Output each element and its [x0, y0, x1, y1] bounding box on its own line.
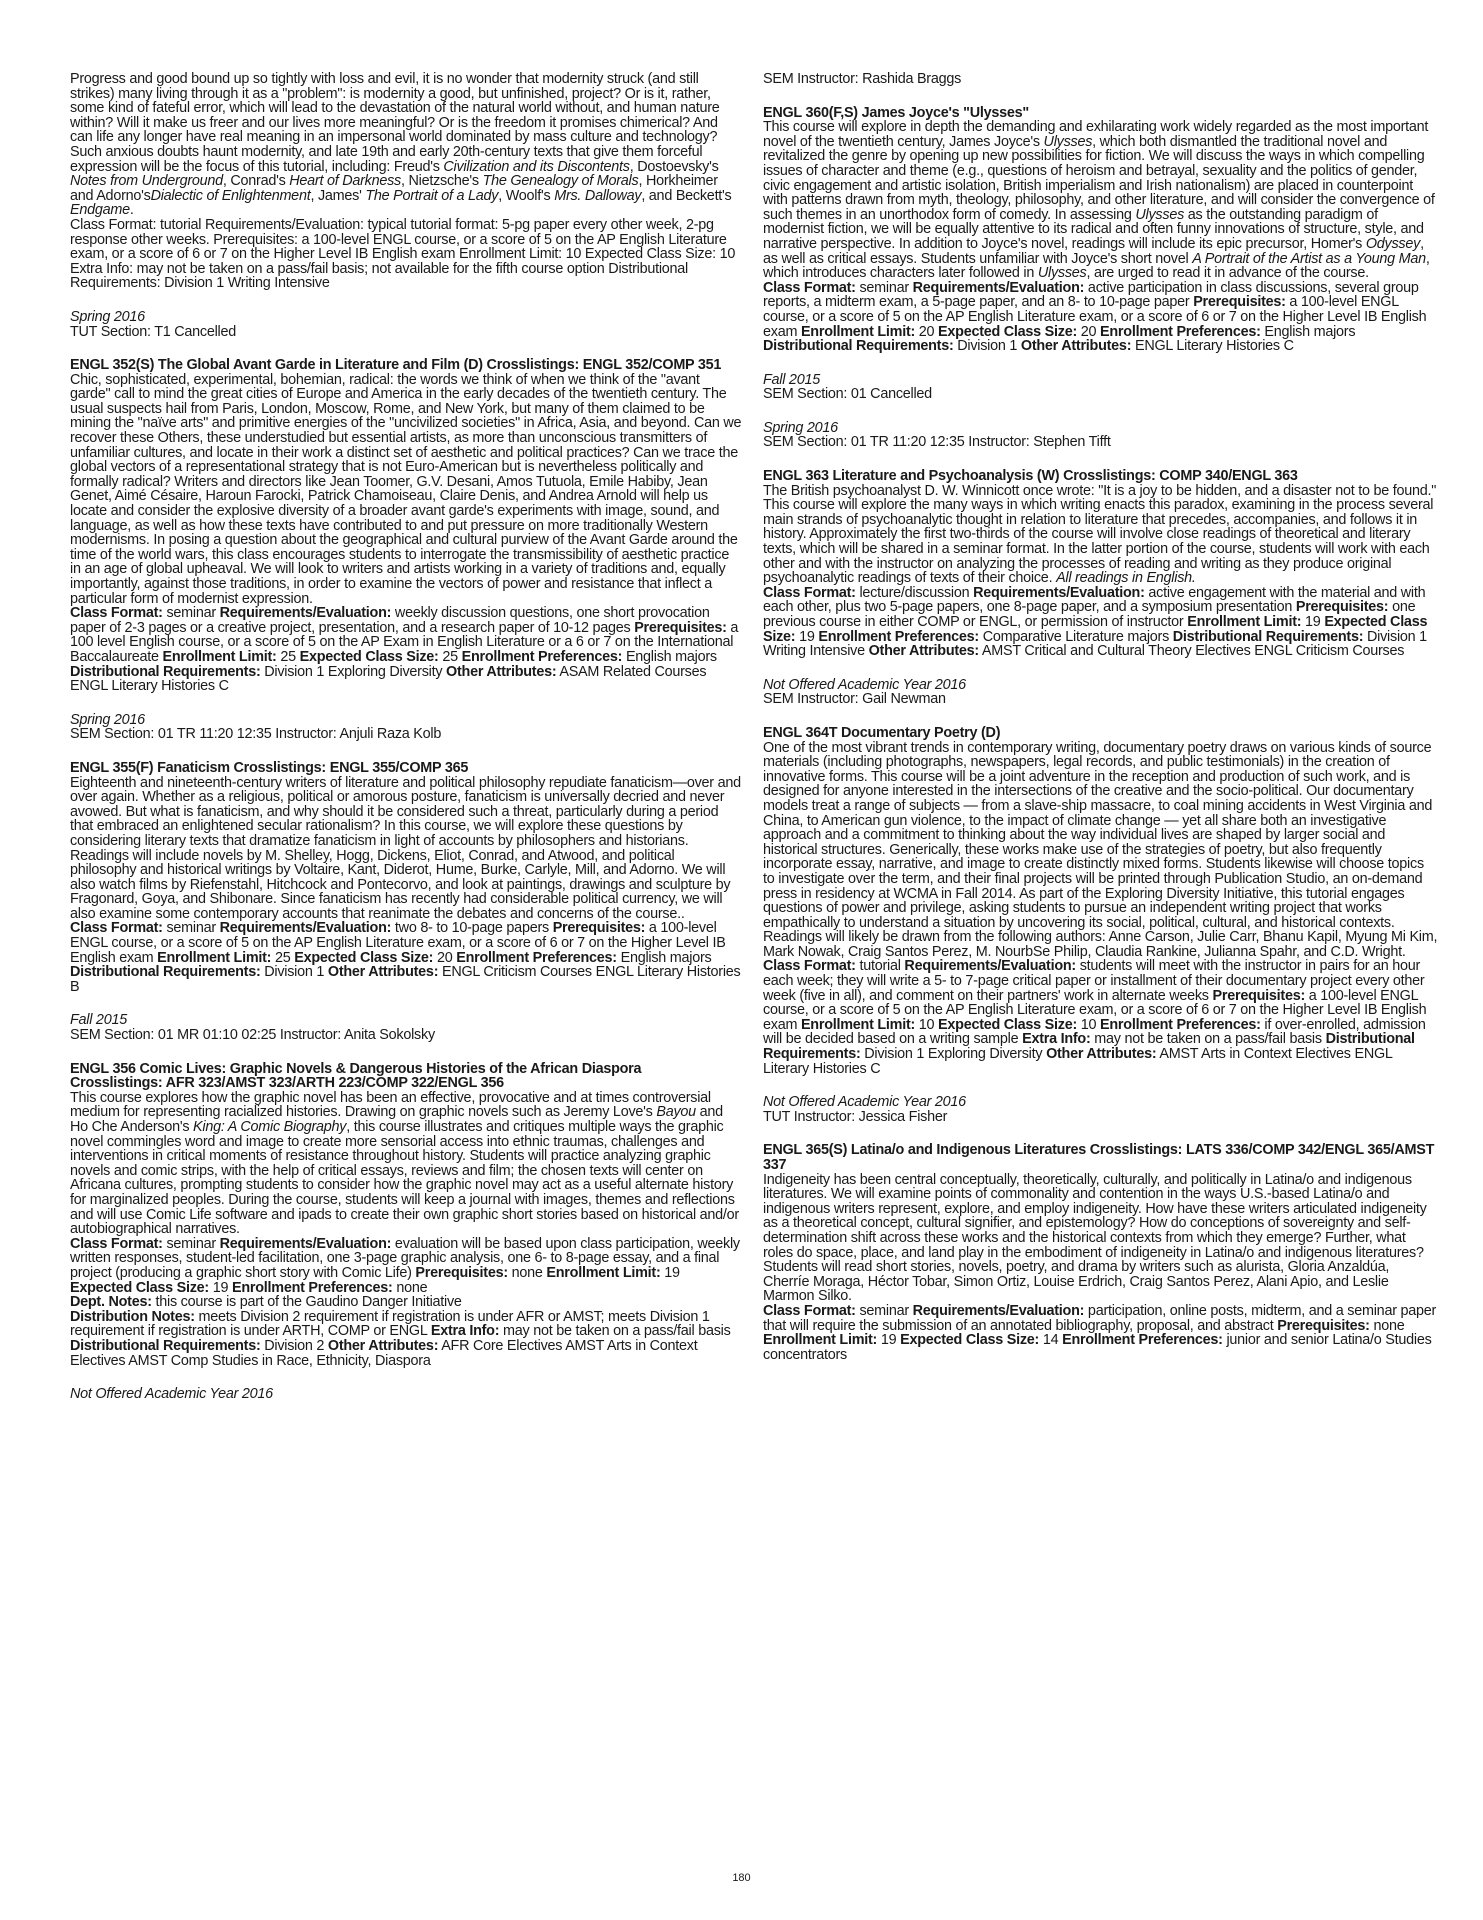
section-line: SEM Section: 01 TR 11:20 12:35 Instructor: Anjuli Raza Kolb	[70, 726, 442, 743]
course-heading: ENGL 352(S) The Global Avant Garde in Literature and Film (D) Crosslistings: ENGL 352/COMP 351	[70, 357, 722, 374]
section-line: TUT Section: T1 Cancelled	[70, 323, 236, 340]
course-engl-364t	[763, 726, 1439, 1076]
course-description: Eighteenth and nineteenth-century writers of literature and political philosophy repudiate fanaticism—over and over again. Whether as a religious, political or amorous posture, fanaticism is universally decried and never avowed. But what is fanaticism, and why should it be considered such a threat, particularly during a period that embraced an enlightened secular rationalism? In this course, we will explore these questions by considering literary texts that dramatize fanaticism in light of accounts by philosophers and historians. Readings will include novels by M. Shelley, Hogg, Dickens, Eliot, Conrad, and Atwood, and political philosophy and historical writings by Voltaire, Kant, Diderot, Hume, Burke, Carlyle, Mill, and Adorno. We will also watch films by Riefenstahl, Hitchcock and Pontecorvo, and look at paintings, drawings and sculpture by Fragonard, Goya, and Shibonare. Since fanaticism has recently had considerable political currency, we will also examine some contemporary accounts that reanimate the debates and concerns of the course..	[70, 774, 741, 922]
section-listing	[70, 1387, 743, 1402]
course-info: Class Format: seminar Requirements/Evaluation: two 8- to 10-page papers Prerequisites: a 100-level ENGL course, or a score of 5 on the AP English Literature exam, or a score of 6 or 7 on the Higher Level IB English exam Enrollment Limit: 25 Expected Class Size: 20 Enrollment Preferences: English majors Distributional Requirements: Division 1 Other Attributes: ENGL Criticism Courses ENGL Literary Histories B	[70, 920, 741, 995]
section-term: Not Offered Academic Year 2016	[763, 1094, 966, 1111]
course-info: Class Format: seminar Requirements/Evaluation: participation, online posts, midterm, and a seminar paper that will require the submission of an annotated bibliography, proposal, and abstract Prerequisites: none Enrollment Limit: 19 Expected Class Size: 14 Enrollment Preferences: junior and senior Latina/o Studies concentrators	[763, 1302, 1437, 1363]
course-engl-363	[763, 469, 1439, 659]
course-engl-355	[70, 761, 743, 995]
course-description: This course will explore in depth the demanding and exhilarating work widely regarded as the most important novel of the twentieth century, James Joyce's Ulysses, which both dismantled the traditional novel and revitalized the genre by opening up new possibilities for fiction. We will discuss the ways in which compelling issues of character and theme (e.g., questions of heroism and betrayal, sexuality and the politics of gender, civic engagement and artistic isolation, British imperialism and Irish nationalism) are placed in counterpoint with patterns drawn from myth, theology, philosophy, and other literature, and will consider the convergence of such themes in an unorthodox form of comedy. In assessing Ulysses as the outstanding paradigm of modernist fiction, we will be equally attentive to its radical and often funny innovations of structure, style, and narrative perspective. In addition to Joyce's novel, readings will include its epic precursor, Homer's Odyssey, as well as critical essays. Students unfamiliar with Joyce's short novel A Portrait of the Artist as a Young Man, which introduces characters later followed in Ulysses, are urged to read it in advance of the course.	[763, 119, 1435, 282]
course-description: This course explores how the graphic novel has been an effective, provocative and at times controversial medium for representing racialized histories. Drawing on graphic novels such as Jeremy Love's Bayou and Ho Che Anderson's King: A Comic Biography, this course illustrates and critiques multiple ways the graphic novel commingles word and image to create more sensorial access into ethnic traumas, challenges and interventions in critical moments of resistance throughout history. Students will practice analyzing graphic novels and comic strips, with the help of critical essays, reviews and film; the chosen texts will center on Africana cultures, prompting students to consider how the graphic novel may act as a useful alternate history for marginalized peoples. During the course, students will keep a journal with images, themes and reflections and will use Comic Life software and ipads to create their own graphic short stories based on historical and/or autobiographical narratives.	[70, 1089, 739, 1238]
section-term: Fall 2015	[70, 1012, 127, 1029]
section-line: SEM Section: 01 MR 01:10 02:25 Instructor: Anita Sokolsky	[70, 1027, 435, 1044]
course-heading: ENGL 360(F,S) James Joyce's "Ulysses"	[763, 104, 1029, 121]
course-description: Chic, sophisticated, experimental, bohemian, radical: the words we think of when we think of the "avant garde" call to mind the great cities of Europe and America in the early decades of the twentieth century. The usual suspects hail from Paris, London, Moscow, Rome, and New York, but many of them claimed to be mining the "naïve arts" and primitive energies of the "uncivilized societies" in Africa, Asia, and beyond. Can we recover these Others, these understudied but essential artists, as more than unconscious transmitters of unfamiliar cultures, and locate in their work a distinct set of aesthetic and political practices? Can we trace the global vectors of a representational strategy that is not Euro-American but is nevertheless politically and formally radical? Writers and directors like Jean Toomer, G.V. Desani, Amos Tutuola, Emile Habiby, Jean Genet, Aimé Césaire, Haroun Farocki, Patrick Chamoiseau, Claire Denis, and Andrea Arnold will help us locate and consider the explosive diversity of a broader avant garde's experiments with image, sound, and language, as well as how these texts have contributed to and put pressure on more traditionally Western modernisms. In posing a question about the geographical and cultural purview of the Avant Garde around the time of the world wars, this class encourages students to interrogate the transmissibility of aesthetic practice in an age of global upheaval. We will look to writers and artists working in a variety of traditions and, equally importantly, against those traditions, in order to examine the vectors of power and resistance that inflect a particular form of modernist expression.	[70, 371, 742, 607]
section-line: TUT Instructor: Jessica Fisher	[763, 1108, 948, 1125]
course-heading: ENGL 356 Comic Lives: Graphic Novels & Dangerous Histories of the African Diaspora	[70, 1060, 642, 1077]
section-listing	[763, 678, 1439, 707]
section-listing	[763, 421, 1439, 450]
section-line: SEM Section: 01 TR 11:20 12:35 Instructor: Stephen Tifft	[763, 434, 1111, 451]
course-heading: ENGL 355(F) Fanaticism Crosslistings: ENGL 355/COMP 365	[70, 759, 469, 776]
dept-notes: Dept. Notes: this course is part of the Gaudino Danger Initiative	[70, 1294, 462, 1311]
left-column	[70, 72, 743, 1421]
course-info: Class Format: tutorial Requirements/Evaluation: students will meet with the instructor in pairs for an hour each week; they will write a 5- to 7-page critical paper or installment of their documentary project every other week (five in all), and comment on their partners' work in alternate weeks Prerequisites: a 100-level ENGL course, or a score of 5 on the AP English Literature exam, or a score of 6 or 7 on the Higher Level IB English exam Enrollment Limit: 10 Expected Class Size: 10 Enrollment Preferences: if over-enrolled, admission will be decided based on a writing sample Extra Info: may not be taken on a pass/fail basis Distributional Requirements: Division 1 Exploring Diversity Other Attributes: AMST Arts in Context Electives ENGL Literary Histories C	[763, 958, 1427, 1077]
section-listing	[763, 373, 1439, 402]
course-heading: ENGL 363 Literature and Psychoanalysis (W) Crosslistings: COMP 340/ENGL 363	[763, 468, 1298, 485]
course-heading: ENGL 365(S) Latina/o and Indigenous Literatures Crosslistings: LATS 336/COMP 342/ENGL 365/AMST 337	[763, 1142, 1435, 1173]
section-line: SEM Instructor: Rashida Braggs	[763, 71, 962, 87]
course-description: One of the most vibrant trends in contemporary writing, documentary poetry draws on various kinds of source materials (including photographs, newspapers, legal records, and public testimonials) in the creation of innovative forms. This course will be a joint adventure in the reception and production of such work, and is designed for anyone interested in the intersections of the creative and the socio-political. Our documentary models treat a range of subjects — from a slave-ship massacre, to coal mining accidents in West Virginia and China, to American gun violence, to the impact of climate change — yet all share both an investigative approach and a commitment to thinking about the way individual lives are shaped by larger social and historical structures. Generically, these works make use of the strategies of poetry, but also frequently incorporate essay, narrative, and image to create distinctly mixed forms. Students likewise will choose topics to investigate over the term, and their final projects will be printed through Publication Studio, an on-demand press in residency at WCMA in Fall 2014. As part of the Exploring Diversity Initiative, this tutorial engages questions of power and privilege, asking students to pursue an independent writing project that works empathically to understand a situation by uncovering its social, political, cultural, and historical contexts. Readings will likely be drawn from the following authors: Anne Carson, Julie Carr, Bhanu Kapil, Myung Mi Kim, Mark Nowak, Craig Santos Perez, M. NourbSe Philip, Claudia Rankine, Julianna Spahr, and C.D. Wright.	[763, 739, 1438, 960]
section-listing	[70, 1013, 743, 1042]
course-info: Class Format: seminar Requirements/Evaluation: weekly discussion questions, one short provocation paper of 2-3 pages or a creative project, presentation, and a research paper of 10-12 pages Prerequisites: a 100 level English course, or a score of 5 on the AP Exam in English Literature or a 6 or 7 on the International Baccalaureate Enrollment Limit: 25 Expected Class Size: 25 Enrollment Preferences: English majors Distributional Requirements: Division 1 Exploring Diversity Other Attributes: ASAM Related Courses ENGL Literary Histories C	[70, 605, 739, 695]
course-description: The British psychoanalyst D. W. Winnicott once wrote: "It is a joy to be hidden, and a disaster not to be found." This course will explore the many ways in which writing enacts this paradox, examining in the process several main strands of psychoanalytic thought in relation to literature that precedes, accompanies, and follows it in history. Approximately the first two-thirds of the course will involve close readings of theoretical and literary texts, which will be shared in a seminar format. In the latter portion of the course, students will work with each other and with the instructor on analyzing the processes of reading and writing as they produce original psychoanalytic readings of texts of their choice. All readings in English.	[763, 482, 1437, 587]
course-heading: ENGL 364T Documentary Poetry (D)	[763, 724, 1001, 741]
page-number: 180	[732, 1872, 751, 1884]
course-info: Class Format: lecture/discussion Requirements/Evaluation: active engagement with the material and with each other, plus two 5-page papers, one 8-page paper, and a symposium presentation Prerequisites: one previous course in either COMP or ENGL, or permission of instructor Enrollment Limit: 19 Expected Class Size: 19 Enrollment Preferences: Comparative Literature majors Distributional Requirements: Division 1 Writing Intensive Other Attributes: AMST Critical and Cultural Theory Electives ENGL Criticism Courses	[763, 584, 1428, 660]
course-engl-352	[70, 358, 743, 694]
section-line: SEM Section: 01 Cancelled	[763, 386, 932, 403]
section-term: Spring 2016	[70, 308, 145, 325]
section-term: Fall 2015	[763, 371, 820, 388]
intro-course-block	[70, 72, 743, 291]
right-column	[763, 72, 1439, 1381]
course-description: Progress and good bound up so tightly with loss and evil, it is no wonder that modernity struck (and still strikes) many living through it as a "problem": is modernity a good, but unfinished, project? Or is it, rather, some kind of fateful error, which will lead to the devastation of the natural world without, and human nature within? Will it make us freer and our lives more meaningful? Or is the freedom it promises chimerical? And can life any longer have real meaning in an impersonal world dominated by mass culture and technology? Such anxious doubts haunt modernity, and late 19th and early 20th-century texts that give them forceful expression will be the focus of this tutorial, including: Freud's Civilization and its Discontents, Dostoevsky's Notes from Underground, Conrad's Heart of Darkness, Nietzsche's The Genealogy of Morals, Horkheimer and Adorno'sDialectic of Enlightenment, James' The Portrait of a Lady, Woolf's Mrs. Dalloway, and Beckett's Endgame.	[70, 71, 732, 219]
section-term: Not Offered Academic Year 2016	[70, 1386, 273, 1403]
course-engl-360	[763, 106, 1439, 354]
distribution-notes: Distribution Notes: meets Division 2 requirement if registration is under AFR or AMST; meets Division 1 requirement if registration is under ARTH, COMP or ENGL Extra Info: may not be taken on a pass/fail basis Distributional Requirements: Division 2 Other Attributes: AFR Core Electives AMST Arts in Context Electives AMST Comp Studies in Race, Ethnicity, Diaspora	[70, 1308, 731, 1369]
section-term: Spring 2016	[70, 711, 145, 728]
course-engl-365	[763, 1143, 1439, 1362]
section-term: Spring 2016	[763, 419, 838, 436]
section-term: Not Offered Academic Year 2016	[763, 676, 966, 693]
section-listing	[70, 713, 743, 742]
course-description: Indigeneity has been central conceptually, theoretically, culturally, and politically in Latina/o and indigenous literatures. We will examine points of commonality and contention in the ways U.S.-based Latina/o and indigenous writers represent, explore, and employ indigeneity. How have these writers articulated indigeneity as a theoretical concept, cultural signifier, and epistemology? How do conceptions of sovereignty and self-determination shift across these works and the historical contexts from which they emerge? Further, what roles do space, place, and land play in the embodiment of indigeneity in Latina/o and indigenous literatures? Students will read short stories, novels, poetry, and drama by writers such as alurista, Gloria Anzaldúa, Cherríe Moraga, Héctor Tobar, Simon Ortiz, Louise Erdrich, Craig Santos Perez, Alani Apio, and Leslie Marmon Silko.	[763, 1171, 1427, 1305]
section-listing	[763, 72, 1439, 87]
section-listing	[70, 310, 743, 339]
section-line: SEM Instructor: Gail Newman	[763, 691, 946, 708]
course-info: Class Format: seminar Requirements/Evaluation: active participation in class discussions, several group reports, a midterm exam, a 5-page paper, and an 8- to 10-page paper Prerequisites: a 100-level ENGL course, or a score of 5 on the AP English Literature exam, or a score of 6 or 7 on the Higher Level IB English exam Enrollment Limit: 20 Expected Class Size: 20 Enrollment Preferences: English majors Distributional Requirements: Division 1 Other Attributes: ENGL Literary Histories C	[763, 279, 1427, 355]
section-listing	[763, 1095, 1439, 1124]
course-info: Class Format: seminar Requirements/Evaluation: evaluation will be based upon class participation, weekly written responses, student-led facilitation, one 3-page graphic analysis, one 6- to 8-page essay, and a final project (producing a graphic short story with Comic Life) Prerequisites: none Enrollment Limit: 19 Expected Class Size: 19 Enrollment Preferences: none	[70, 1235, 740, 1296]
course-engl-356	[70, 1062, 743, 1368]
course-info: Class Format: tutorial Requirements/Evaluation: typical tutorial format: 5-pg paper every other week, 2-pg response other weeks. Prerequisites: a 100-level ENGL course, or a score of 5 on the AP English Literature exam, or a score of 6 or 7 on the Higher Level IB English exam Enrollment Limit: 10 Expected Class Size: 10 Extra Info: may not be taken on a pass/fail basis; not available for the fifth course option Distributional Requirements: Division 1 Writing Intensive	[70, 216, 736, 292]
course-crosslistings: Crosslistings: AFR 323/AMST 323/ARTH 223/COMP 322/ENGL 356	[70, 1075, 504, 1092]
